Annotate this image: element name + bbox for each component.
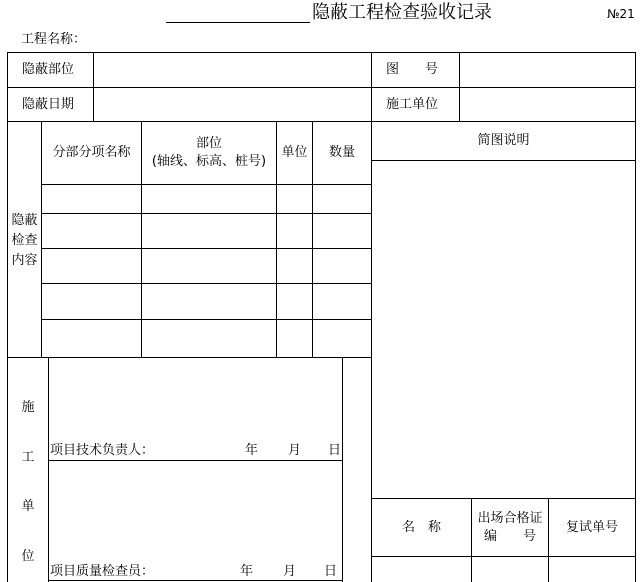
hidden-date-label: 隐蔽日期 <box>22 96 75 112</box>
content-row-line-3 <box>41 283 371 284</box>
content-side-label-line-3: 内容 <box>11 253 38 269</box>
content-side-label-line-1: 隐蔽 <box>11 212 38 228</box>
quality-inspector-signature-line <box>48 580 343 581</box>
hidden-date-value[interactable] <box>94 88 371 121</box>
hidden-part-label: 隐蔽部位 <box>22 62 75 78</box>
materials-certificate-line-2: 编 号 <box>483 528 536 544</box>
materials-certificate-header <box>472 499 548 556</box>
quality-inspector-day: 日 <box>324 564 338 579</box>
signature-side-char-2: 工 <box>21 449 35 465</box>
content-section-bottom <box>7 357 371 358</box>
signature-side-divider <box>48 357 49 582</box>
construction-unit-value[interactable] <box>460 88 635 121</box>
col-header-location-line-1: 部位 <box>195 136 222 152</box>
quality-inspector-month: 月 <box>283 564 297 579</box>
col-header-location <box>142 122 276 184</box>
content-side-label-line-2: 检查 <box>11 232 38 248</box>
content-side-label <box>8 205 41 277</box>
tech-lead-day: 日 <box>328 443 342 458</box>
signature-side-char-4: 位 <box>21 548 35 564</box>
drawing-number-value[interactable] <box>460 53 635 87</box>
table-right-border <box>635 52 636 582</box>
sketch-label: 简图说明 <box>477 133 530 149</box>
quality-inspector-label: 项目质量检查员： <box>50 564 155 579</box>
content-row-line-4 <box>41 319 371 320</box>
content-row-line-2 <box>41 248 371 249</box>
drawing-number-label: 图 号 <box>386 62 439 78</box>
signature-side-label <box>8 396 48 564</box>
col-header-quantity: 数量 <box>328 145 355 161</box>
materials-retest-header: 复试单号 <box>565 519 618 535</box>
tech-lead-year: 年 <box>245 443 259 458</box>
tech-lead-month: 月 <box>288 443 302 458</box>
tech-lead-signature-line <box>48 460 343 461</box>
project-name-blank-line <box>166 22 310 23</box>
project-name-label: 工程名称： <box>21 32 87 47</box>
signature-side-char-1: 施 <box>21 400 35 415</box>
materials-name-header: 名 称 <box>401 519 441 535</box>
col-header-subproject: 分部分项名称 <box>52 145 131 161</box>
sketch-area[interactable] <box>372 161 635 498</box>
materials-header-bottom <box>371 556 635 557</box>
materials-certificate-line-1: 出场合格证 <box>477 510 543 526</box>
quality-inspector-year: 年 <box>240 564 254 579</box>
form-number: №21 <box>607 7 635 21</box>
form-title: 隐蔽工程检查验收记录 <box>312 2 492 23</box>
hidden-part-value[interactable] <box>94 53 371 87</box>
tech-lead-label: 项目技术负责人： <box>50 443 155 458</box>
col-header-location-line-2: (轴线、标高、桩号) <box>151 154 267 169</box>
content-header-bottom <box>41 184 371 185</box>
signature-right-divider <box>342 357 343 582</box>
signature-side-char-3: 单 <box>21 499 35 515</box>
construction-unit-label: 施工单位 <box>386 96 439 112</box>
content-row-line-1 <box>41 213 371 214</box>
col-header-unit: 单位 <box>281 145 308 161</box>
